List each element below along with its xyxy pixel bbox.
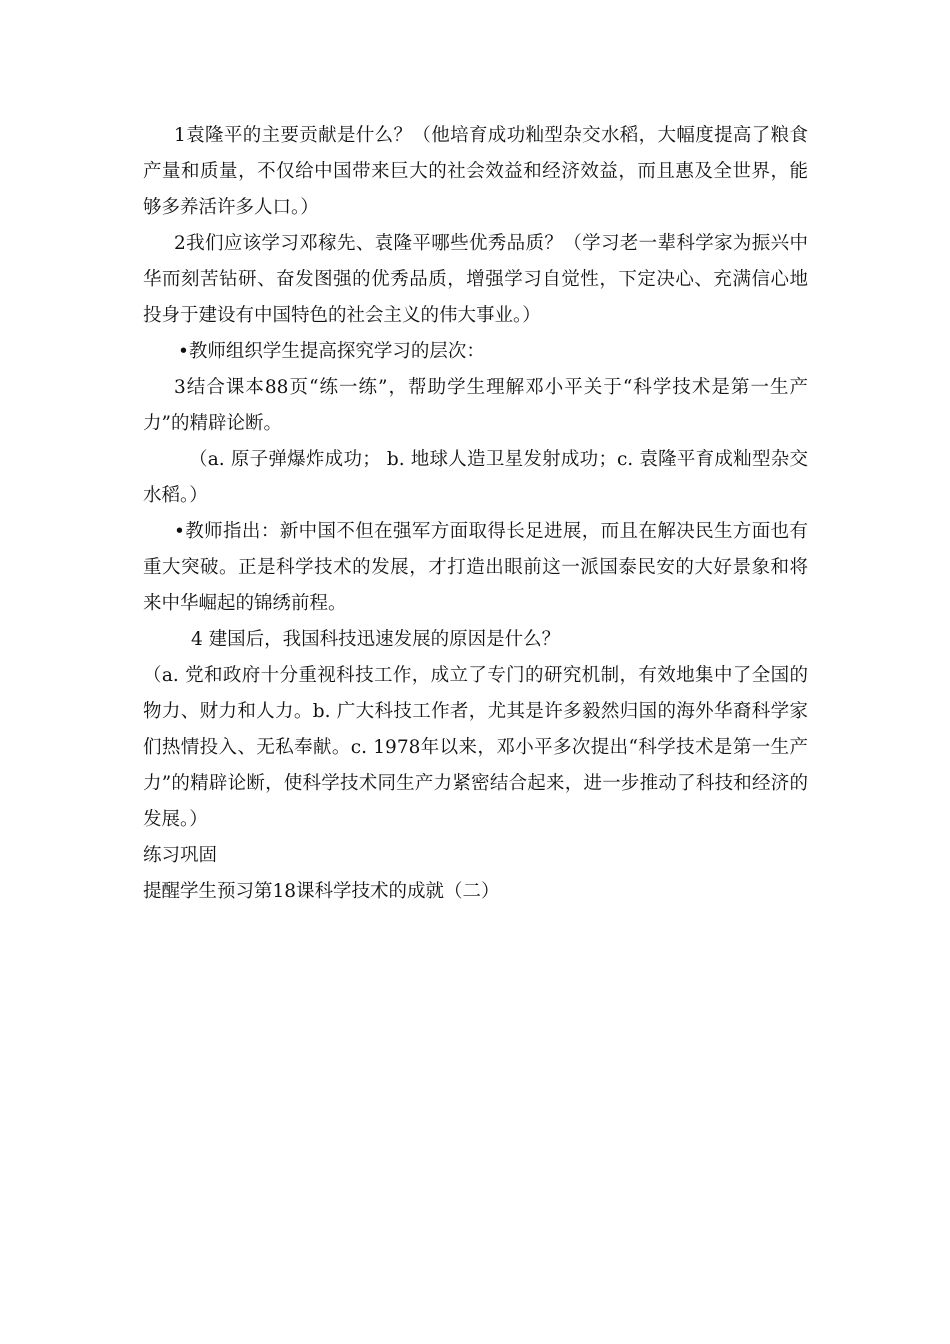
question-1-paragraph: 1袁隆平的主要贡献是什么？（他培育成功籼型杂交水稻，大幅度提高了粮食产量和质量，不仅给中国带来巨大的社会效益和经济效益，而且惠及全世界，能够多养活许多人口。） xyxy=(143,125,808,218)
question-4-answer: （a. 党和政府十分重视科技工作，成立了专门的研究机制，有效地集中了全国的物力、财力和人力。b. 广大科技工作者，尤其是许多毅然归国的海外华裔科学家们热情投入、无私奉献。c. 1978年以来，邓小平多次提出“科学技术是第一生产力”的精辟论断，使科学技术同生产力紧密结合起来，进一步推动了科技和经济的发展。） xyxy=(143,665,808,830)
document-body xyxy=(143,118,808,910)
question-3-answer: （a. 原子弹爆炸成功； b. 地球人造卫星发射成功；c. 袁隆平育成籼型杂交水稻。） xyxy=(143,449,808,506)
preview-reminder: 提醒学生预习第18课科学技术的成就（二） xyxy=(143,881,500,902)
teacher-organize-bullet: •教师组织学生提高探究学习的层次： xyxy=(178,341,485,362)
question-2-paragraph: 2我们应该学习邓稼先、袁隆平哪些优秀品质？（学习老一辈科学家为振兴中华而刻苦钻研、奋发图强的优秀品质，增强学习自觉性，下定决心、充满信心地投身于建设有中国特色的社会主义的伟大事业。） xyxy=(143,233,808,326)
teacher-point-bullet: •教师指出：新中国不但在强军方面取得长足进展，而且在解决民生方面也有重大突破。正是科学技术的发展，才打造出眼前这一派国泰民安的大好景象和将来中华崛起的锦绣前程。 xyxy=(143,521,808,614)
question-4-paragraph: 4 建国后，我国科技迅速发展的原因是什么？ xyxy=(191,629,561,650)
practice-heading: 练习巩固 xyxy=(143,845,218,866)
question-3-paragraph: 3结合课本88页“练一练”，帮助学生理解邓小平关于“科学技术是第一生产力”的精辟论断。 xyxy=(143,377,808,434)
